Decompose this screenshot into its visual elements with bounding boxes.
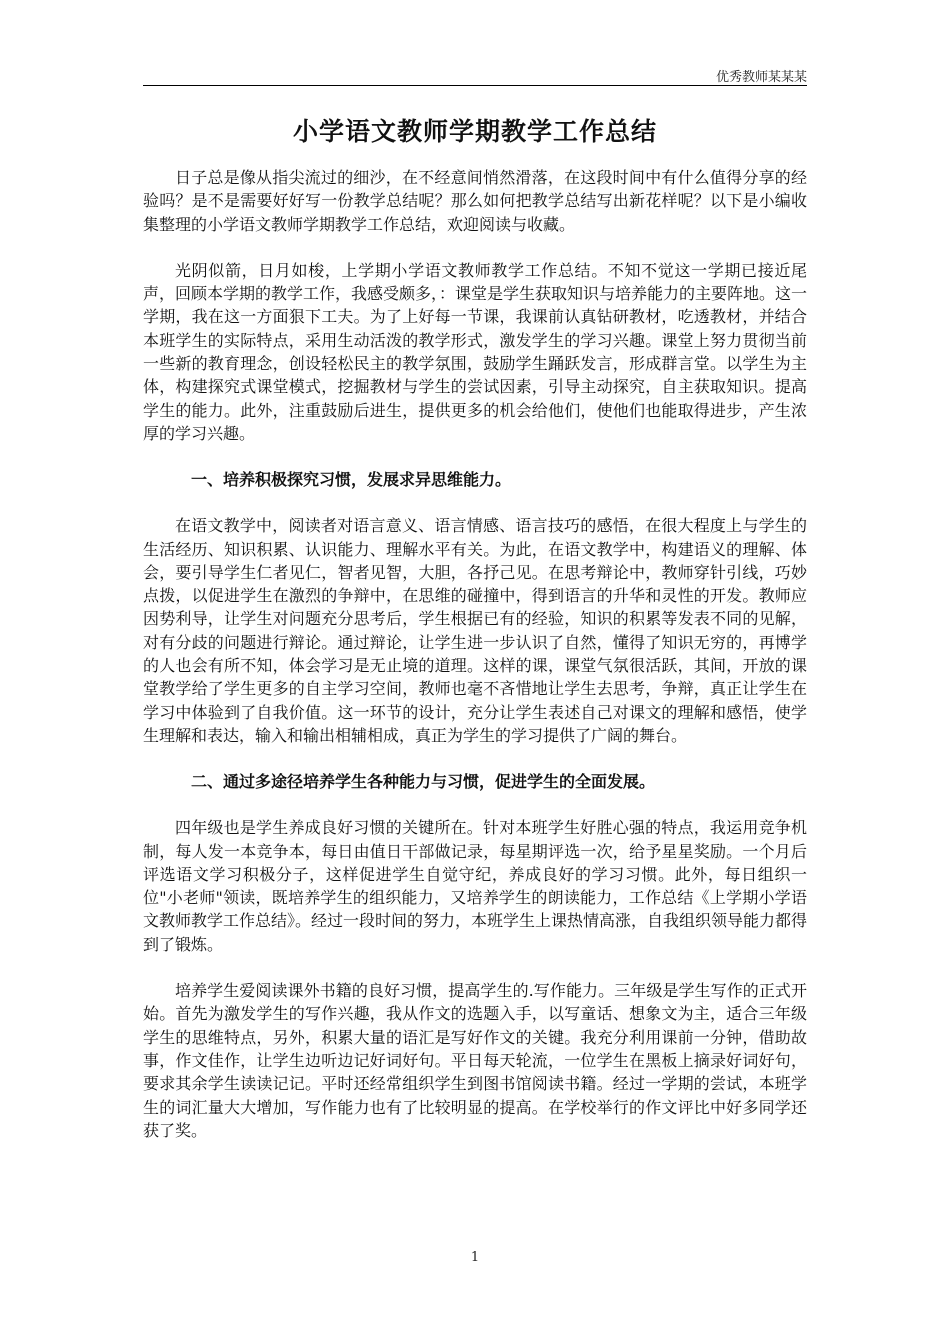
body-paragraph-3: 四年级也是学生养成良好习惯的关键所在。针对本班学生好胜心强的特点，我运用竞争机制，每人发一本竞争本，每日由值日干部做记录，每星期评选一次，给予星星奖励。一个月后评选语文学习积极分子，这样促进学生自觉守纪，养成良好的学习习惯。此外，每日组织一位"小老师"领读，既培养学生的组织能力，又培养学生的朗读能力，工作总结《上学期小学语文教师教学工作总结》。经过一段时间的努力，本班学生上课热情高涨，自我组织领导能力都得到了锻炼。 <box>143 818 808 954</box>
page-number: 1 <box>470 1250 480 1265</box>
document-body <box>143 112 807 1165</box>
body-paragraph-1: 光阴似箭，日月如梭，上学期小学语文教师教学工作总结。不知不觉这一学期已接近尾声，回顾本学期的教学工作，我感受颇多，：课堂是学生获取知识与培养能力的主要阵地。这一学期，我在这一方面狠下工夫。为了上好每一节课，我课前认真钻研教材，吃透教材，并结合本班学生的实际特点，采用生动活泼的教学形式，激发学生的学习兴趣。课堂上努力贯彻当前一些新的教育理念，创设轻松民主的教学氛围，鼓励学生踊跃发言，形成群言堂。以学生为主体，构建探究式课堂模式，挖掘教材与学生的尝试因素，引导主动探究，自主获取知识。提高学生的能力。此外，注重鼓励后进生，提供更多的机会给他们，使他们也能取得进步，产生浓厚的学习兴趣。 <box>143 260 808 443</box>
section-heading-1: 一、培养积极探究习惯，发展求异思维能力。 <box>191 470 512 490</box>
section-heading-2: 二、通过多途径培养学生各种能力与习惯，促进学生的全面发展。 <box>191 772 656 792</box>
document-title: 小学语文教师学期教学工作总结 <box>292 117 657 146</box>
page-header-author: 优秀教师某某某 <box>715 70 807 85</box>
body-paragraph-4: 培养学生爱阅读课外书籍的良好习惯，提高学生的.写作能力。三年级是学生写作的正式开始。首先为激发学生的写作兴趣，我从作文的选题入手，以写童话、想象文为主，适合三年级学生的思维特点，另外，积累大量的语汇是写好作文的关键。我充分利用课前一分钟，借助故事，作文佳作，让学生边听边记好词好句。平日每天轮流，一位学生在黑板上摘录好词好句，要求其余学生读读记记。平时还经常组织学生到图书馆阅读书籍。经过一学期的尝试，本班学生的词汇量大大增加，写作能力也有了比较明显的提高。在学校举行的作文评比中好多同学还获了奖。 <box>143 981 807 1140</box>
header-divider <box>143 85 807 86</box>
body-paragraph-2: 在语文教学中，阅读者对语言意义、语言情感、语言技巧的感悟，在很大程度上与学生的生活经历、知识积累、认识能力、理解水平有关。为此，在语文教学中，构建语义的理解、体会，要引导学生仁者见仁，智者见智，大胆，各抒己见。在思考辩论中，教师穿针引线，巧妙点拨，以促进学生在激烈的争辩中，在思维的碰撞中，得到语言的升华和灵性的开发。教师应因势利导，让学生对问题充分思考后，学生根据已有的经验，知识的积累等发表不同的见解，对有分歧的问题进行辩论。通过辩论，让学生进一步认识了自然，懂得了知识无穷的，再博学的人也会有所不知，体会学习是无止境的道理。这样的课，课堂气氛很活跃，其间，开放的课堂教学给了学生更多的自主学习空间，教师也毫不吝惜地让学生去思考，争辩，真正让学生在学习中体验到了自我价值。这一环节的设计，充分让学生表述自己对课文的理解和感悟，使学生理解和表达，输入和输出相辅相成，真正为学生的学习提供了广阔的舞台。 <box>143 516 807 745</box>
intro-paragraph: 日子总是像从指尖流过的细沙，在不经意间悄然滑落，在这段时间中有什么值得分享的经验吗？是不是需要好好写一份教学总结呢？那么如何把教学总结写出新花样呢？以下是小编收集整理的小学语文教师学期教学工作总结，欢迎阅读与收藏。 <box>143 168 807 234</box>
